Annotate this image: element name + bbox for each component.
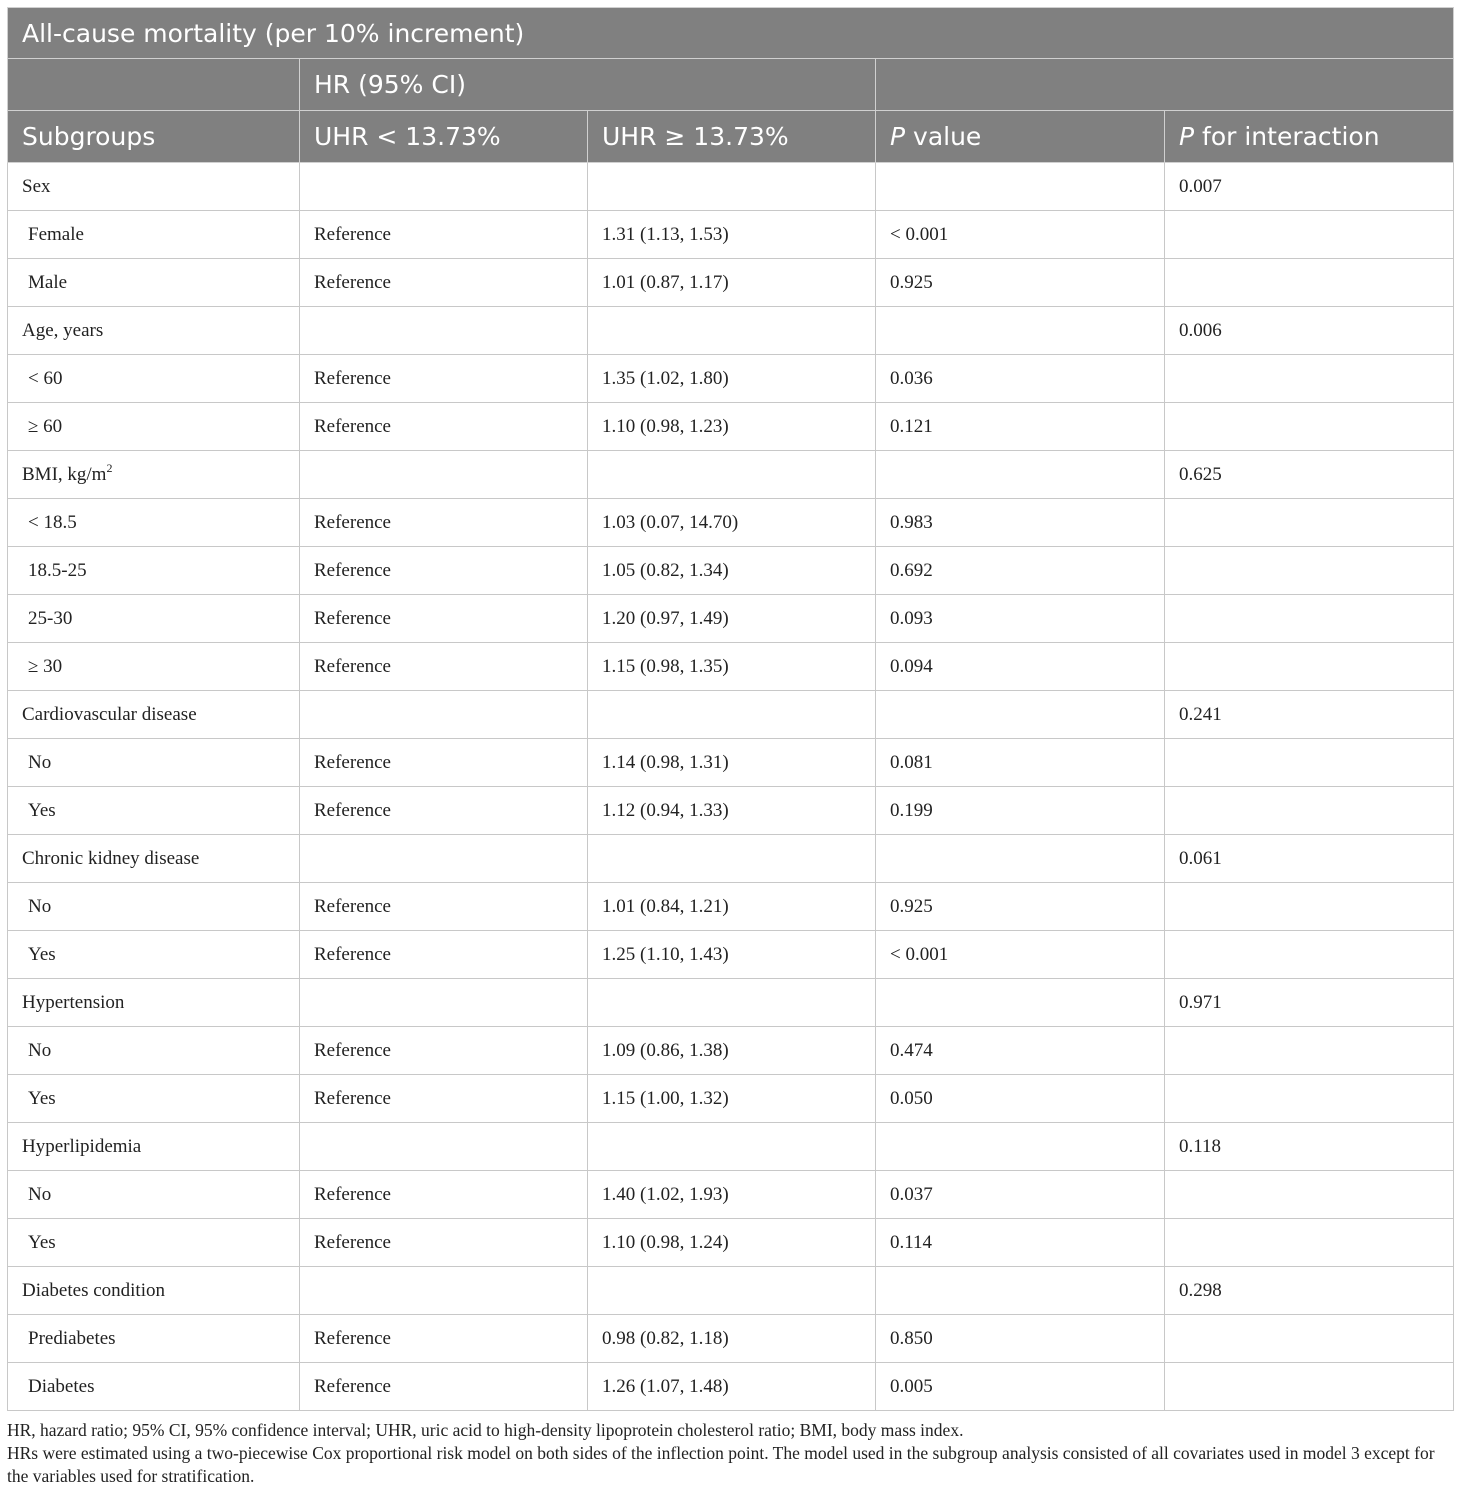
hr-low-value: Reference bbox=[300, 883, 588, 931]
p-interaction-value: 0.006 bbox=[1165, 307, 1454, 355]
empty-cell bbox=[1165, 1075, 1454, 1123]
hr-high-value: 1.01 (0.84, 1.21) bbox=[588, 883, 876, 931]
hr-high-value: 1.25 (1.10, 1.43) bbox=[588, 931, 876, 979]
hr-high-value: 1.05 (0.82, 1.34) bbox=[588, 547, 876, 595]
group-label bbox=[8, 835, 300, 883]
p-value: 0.121 bbox=[876, 403, 1165, 451]
p-value: 0.925 bbox=[876, 259, 1165, 307]
p-value: 0.474 bbox=[876, 1027, 1165, 1075]
table-row bbox=[8, 1219, 1454, 1267]
empty-cell bbox=[1165, 1363, 1454, 1411]
p-italic: P bbox=[890, 122, 906, 151]
footnotes bbox=[7, 1419, 1453, 1488]
hr-high-value: 1.10 (0.98, 1.24) bbox=[588, 1219, 876, 1267]
group-label bbox=[8, 307, 300, 355]
empty-cell bbox=[300, 1267, 588, 1315]
group-row bbox=[8, 163, 1454, 211]
table-row bbox=[8, 211, 1454, 259]
col-uhr-high: UHR ≥ 13.73% bbox=[588, 111, 876, 163]
subgroup-label: Yes bbox=[8, 1219, 300, 1267]
subgroup-label: < 60 bbox=[8, 355, 300, 403]
empty-cell bbox=[300, 163, 588, 211]
empty-cell bbox=[300, 835, 588, 883]
group-label bbox=[8, 1123, 300, 1171]
hr-high-value: 1.35 (1.02, 1.80) bbox=[588, 355, 876, 403]
hr-low-value: Reference bbox=[300, 499, 588, 547]
empty-cell bbox=[300, 307, 588, 355]
group-row bbox=[8, 1267, 1454, 1315]
empty-cell bbox=[588, 163, 876, 211]
subgroup-label: Diabetes bbox=[8, 1363, 300, 1411]
p-value: 0.983 bbox=[876, 499, 1165, 547]
table-row bbox=[8, 1171, 1454, 1219]
footnote-method: HRs were estimated using a two-piecewise Cox proportional risk model on both sides of the inflection point. The model used in the subgroup analysis consisted of all covariates used in model 3 except for the variables used for stratification. bbox=[7, 1443, 1435, 1486]
empty-cell bbox=[300, 451, 588, 499]
hr-high-value: 1.26 (1.07, 1.48) bbox=[588, 1363, 876, 1411]
group-label bbox=[8, 163, 300, 211]
group-row bbox=[8, 1123, 1454, 1171]
empty-cell bbox=[300, 1123, 588, 1171]
empty-cell bbox=[588, 1267, 876, 1315]
group-label-text: Age, years bbox=[22, 319, 104, 341]
empty-cell bbox=[1165, 403, 1454, 451]
subgroup-label: Prediabetes bbox=[8, 1315, 300, 1363]
hr-low-value: Reference bbox=[300, 547, 588, 595]
hr-high-value: 0.98 (0.82, 1.18) bbox=[588, 1315, 876, 1363]
table-row bbox=[8, 931, 1454, 979]
hr-high-value: 1.01 (0.87, 1.17) bbox=[588, 259, 876, 307]
empty-cell bbox=[1165, 595, 1454, 643]
subgroup-label: 25-30 bbox=[8, 595, 300, 643]
col-subgroups: Subgroups bbox=[8, 111, 300, 163]
empty-cell bbox=[1165, 1315, 1454, 1363]
empty-cell bbox=[588, 307, 876, 355]
footnote-abbreviations: HR, hazard ratio; 95% CI, 95% confidence interval; UHR, uric acid to high-density lipoprotein cholesterol ratio; BMI, body mass index. bbox=[7, 1420, 964, 1440]
p-value: 0.850 bbox=[876, 1315, 1165, 1363]
table-body bbox=[8, 163, 1454, 1411]
table-row bbox=[8, 1075, 1454, 1123]
p-value: 0.692 bbox=[876, 547, 1165, 595]
hr-high-value: 1.15 (1.00, 1.32) bbox=[588, 1075, 876, 1123]
table-row bbox=[8, 1363, 1454, 1411]
hr-low-value: Reference bbox=[300, 355, 588, 403]
empty-cell bbox=[876, 835, 1165, 883]
hr-low-value: Reference bbox=[300, 643, 588, 691]
subgroup-label: < 18.5 bbox=[8, 499, 300, 547]
p-interaction-value: 0.241 bbox=[1165, 691, 1454, 739]
group-label bbox=[8, 979, 300, 1027]
table-row bbox=[8, 355, 1454, 403]
table-row bbox=[8, 739, 1454, 787]
subgroup-label: No bbox=[8, 883, 300, 931]
hr-low-value: Reference bbox=[300, 211, 588, 259]
subgroup-label: Yes bbox=[8, 1075, 300, 1123]
subgroup-label: Yes bbox=[8, 931, 300, 979]
hr-low-value: Reference bbox=[300, 739, 588, 787]
group-label bbox=[8, 1267, 300, 1315]
table-row bbox=[8, 403, 1454, 451]
p-interaction-value: 0.298 bbox=[1165, 1267, 1454, 1315]
table-row bbox=[8, 595, 1454, 643]
group-label-text: Hypertension bbox=[22, 991, 125, 1013]
group-row bbox=[8, 835, 1454, 883]
group-row bbox=[8, 691, 1454, 739]
empty-cell bbox=[300, 691, 588, 739]
table-row bbox=[8, 1027, 1454, 1075]
subgroup-label: 18.5-25 bbox=[8, 547, 300, 595]
group-header-row bbox=[8, 59, 1454, 111]
p-value: 0.037 bbox=[876, 1171, 1165, 1219]
empty-cell bbox=[1165, 259, 1454, 307]
subgroup-label: ≥ 60 bbox=[8, 403, 300, 451]
p-value: 0.093 bbox=[876, 595, 1165, 643]
hr-high-value: 1.31 (1.13, 1.53) bbox=[588, 211, 876, 259]
subgroup-label: No bbox=[8, 1027, 300, 1075]
hr-high-value: 1.09 (0.86, 1.38) bbox=[588, 1027, 876, 1075]
hr-group-header: HR (95% CI) bbox=[300, 59, 876, 111]
subgroup-label: No bbox=[8, 1171, 300, 1219]
empty-cell bbox=[1165, 643, 1454, 691]
hr-high-value: 1.10 (0.98, 1.23) bbox=[588, 403, 876, 451]
group-label-text: BMI, kg/m bbox=[22, 463, 107, 485]
empty-cell bbox=[1165, 355, 1454, 403]
table-row bbox=[8, 259, 1454, 307]
hr-high-value: 1.15 (0.98, 1.35) bbox=[588, 643, 876, 691]
empty-cell bbox=[1165, 1027, 1454, 1075]
group-label-text: Hyperlipidemia bbox=[22, 1135, 142, 1157]
p-value: 0.925 bbox=[876, 883, 1165, 931]
empty-cell bbox=[876, 163, 1165, 211]
table-row bbox=[8, 547, 1454, 595]
subgroup-label: Female bbox=[8, 211, 300, 259]
hr-low-value: Reference bbox=[300, 1363, 588, 1411]
table-container bbox=[7, 7, 1453, 1488]
p-value: 0.036 bbox=[876, 355, 1165, 403]
group-label-text: Cardiovascular disease bbox=[22, 703, 197, 725]
group-row bbox=[8, 451, 1454, 499]
group-label-superscript: 2 bbox=[106, 460, 113, 475]
hr-low-value: Reference bbox=[300, 931, 588, 979]
empty-cell bbox=[876, 307, 1165, 355]
empty-cell bbox=[1165, 787, 1454, 835]
hr-low-value: Reference bbox=[300, 787, 588, 835]
empty-cell bbox=[876, 451, 1165, 499]
empty-cell bbox=[1165, 931, 1454, 979]
subgroup-label: ≥ 30 bbox=[8, 643, 300, 691]
empty-cell bbox=[588, 979, 876, 1027]
table-row bbox=[8, 643, 1454, 691]
subgroup-label: Male bbox=[8, 259, 300, 307]
col-uhr-low: UHR < 13.73% bbox=[300, 111, 588, 163]
p-value: 0.199 bbox=[876, 787, 1165, 835]
empty-header-cell bbox=[8, 59, 300, 111]
title-row bbox=[8, 8, 1454, 59]
p-italic: P bbox=[1179, 122, 1195, 151]
p-value: < 0.001 bbox=[876, 211, 1165, 259]
empty-cell bbox=[1165, 739, 1454, 787]
empty-header-cell bbox=[876, 59, 1454, 111]
table-row bbox=[8, 883, 1454, 931]
p-interaction-value: 0.625 bbox=[1165, 451, 1454, 499]
table-row bbox=[8, 499, 1454, 547]
group-label-text: Diabetes condition bbox=[22, 1279, 165, 1301]
empty-cell bbox=[588, 691, 876, 739]
subgroup-label: No bbox=[8, 739, 300, 787]
p-interaction-value: 0.971 bbox=[1165, 979, 1454, 1027]
hr-low-value: Reference bbox=[300, 1315, 588, 1363]
hr-high-value: 1.12 (0.94, 1.33) bbox=[588, 787, 876, 835]
group-label bbox=[8, 451, 300, 499]
col-p-interaction bbox=[1165, 111, 1454, 163]
p-value: 0.081 bbox=[876, 739, 1165, 787]
col-p-value bbox=[876, 111, 1165, 163]
hr-high-value: 1.14 (0.98, 1.31) bbox=[588, 739, 876, 787]
column-header-row bbox=[8, 111, 1454, 163]
empty-cell bbox=[1165, 547, 1454, 595]
empty-cell bbox=[876, 691, 1165, 739]
empty-cell bbox=[1165, 1171, 1454, 1219]
hr-low-value: Reference bbox=[300, 403, 588, 451]
table-row bbox=[8, 1315, 1454, 1363]
hr-low-value: Reference bbox=[300, 595, 588, 643]
subgroup-label: Yes bbox=[8, 787, 300, 835]
p-value-rest: value bbox=[905, 122, 982, 151]
group-row bbox=[8, 979, 1454, 1027]
p-interaction-value: 0.007 bbox=[1165, 163, 1454, 211]
p-value: < 0.001 bbox=[876, 931, 1165, 979]
p-value: 0.005 bbox=[876, 1363, 1165, 1411]
p-value: 0.050 bbox=[876, 1075, 1165, 1123]
group-label-text: Chronic kidney disease bbox=[22, 847, 200, 869]
empty-cell bbox=[876, 979, 1165, 1027]
hr-low-value: Reference bbox=[300, 1171, 588, 1219]
empty-cell bbox=[1165, 499, 1454, 547]
group-row bbox=[8, 307, 1454, 355]
mortality-table bbox=[7, 7, 1454, 1411]
hr-low-value: Reference bbox=[300, 1075, 588, 1123]
hr-high-value: 1.03 (0.07, 14.70) bbox=[588, 499, 876, 547]
empty-cell bbox=[876, 1267, 1165, 1315]
hr-high-value: 1.20 (0.97, 1.49) bbox=[588, 595, 876, 643]
empty-cell bbox=[1165, 1219, 1454, 1267]
p-interaction-rest: for interaction bbox=[1194, 122, 1380, 151]
hr-low-value: Reference bbox=[300, 1027, 588, 1075]
hr-low-value: Reference bbox=[300, 259, 588, 307]
p-value: 0.114 bbox=[876, 1219, 1165, 1267]
hr-low-value: Reference bbox=[300, 1219, 588, 1267]
empty-cell bbox=[876, 1123, 1165, 1171]
table-title: All-cause mortality (per 10% increment) bbox=[8, 8, 1454, 59]
group-label bbox=[8, 691, 300, 739]
empty-cell bbox=[1165, 883, 1454, 931]
p-interaction-value: 0.061 bbox=[1165, 835, 1454, 883]
empty-cell bbox=[588, 1123, 876, 1171]
p-value: 0.094 bbox=[876, 643, 1165, 691]
group-label-text: Sex bbox=[22, 175, 51, 197]
empty-cell bbox=[300, 979, 588, 1027]
table-row bbox=[8, 787, 1454, 835]
p-interaction-value: 0.118 bbox=[1165, 1123, 1454, 1171]
empty-cell bbox=[588, 835, 876, 883]
empty-cell bbox=[588, 451, 876, 499]
hr-high-value: 1.40 (1.02, 1.93) bbox=[588, 1171, 876, 1219]
empty-cell bbox=[1165, 211, 1454, 259]
